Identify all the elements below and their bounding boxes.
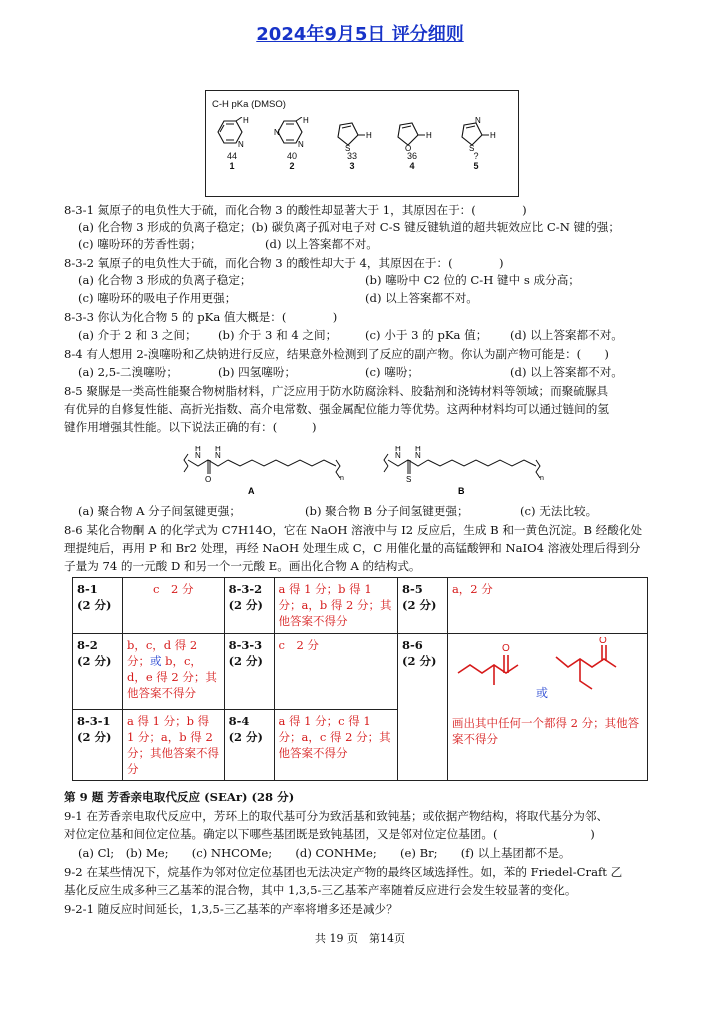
table-cell: 8-2 (2 分)	[73, 634, 123, 710]
question-8-3-3: 8-3-3 你认为化合物 5 的 pKa 值大概是：( )	[64, 310, 338, 324]
svg-text:n: n	[340, 475, 344, 482]
q85-option-b: (b) 聚合物 B 分子间氢键更强；	[305, 504, 469, 518]
question-9-2-line2: 基化反应生成多种三乙基苯的混合物，其中 1,3,5-三乙基苯产率随着反应进行会发生较显著的变化。	[64, 883, 577, 897]
question-8-6-line3: 子量为 74 的一元酸 D 和另一个一元酸 E。画出化合物 A 的结构式。	[64, 559, 421, 573]
q833-option-b: (b) 介于 3 和 4 之间；	[218, 328, 338, 342]
pka-heading: C-H pKa (DMSO)	[212, 99, 286, 110]
svg-text:O: O	[405, 144, 412, 151]
svg-text:O: O	[598, 637, 607, 646]
polymer-structures	[180, 446, 560, 498]
svg-text:B: B	[458, 486, 465, 496]
svg-text:N: N	[395, 451, 401, 460]
pka-value: 40	[286, 151, 297, 161]
pyridine-structure	[212, 117, 252, 151]
q84-option-c: (c) 噻吩；	[365, 365, 420, 379]
svg-text:N: N	[298, 140, 304, 149]
polymer-a	[184, 446, 344, 496]
svg-text:N: N	[415, 451, 421, 460]
furan-structure	[392, 117, 432, 151]
question-9-1-line1: 9-1 在芳香亲电取代反应中，芳环上的取代基可分为致活基和致钝基；或依据产物结构，将取代基分为邻、	[64, 809, 609, 823]
q84-option-a: (a) 2,5-二溴噻吩；	[78, 365, 178, 379]
q832-option-b: (b) 噻吩中 C2 位的 C-H 键中 s 成分高；	[365, 273, 580, 287]
ketone-structures	[452, 637, 642, 709]
polymer-b	[384, 446, 544, 496]
svg-text:N: N	[238, 140, 244, 149]
table-row	[73, 578, 648, 634]
question-8-4: 8-4 有人想用 2-溴噻吩和乙炔钠进行反应，结果意外检测到了反应的副产物。你认为副产物可能是：( )	[64, 347, 609, 361]
answer-8-3-3: c 2 分	[274, 634, 397, 710]
section-9-heading: 第 9 题 芳香亲电取代反应 (SEAr) (28 分)	[64, 790, 295, 804]
compound-5	[456, 117, 496, 171]
svg-text:H: H	[426, 131, 432, 140]
pyrimidine-structure	[272, 117, 312, 151]
svg-text:A: A	[248, 486, 255, 496]
q832-option-a: (a) 化合物 3 形成的负离子稳定；	[78, 273, 252, 287]
compound-1	[212, 117, 252, 171]
question-8-5-line1: 8-5 聚脲是一类高性能聚合物树脂材料，广泛应用于防水防腐涂料、胶黏剂和浇铸材料等领域；而聚硫脲具	[64, 384, 609, 398]
score-table	[72, 577, 648, 781]
q833-option-a: (a) 介于 2 和 3 之间；	[78, 328, 197, 342]
q832-option-c: (c) 噻吩环的吸电子作用更强；	[78, 291, 237, 305]
compound-number: 1	[229, 161, 235, 171]
page-footer: 共 19 页 第14页	[315, 932, 405, 945]
answer-8-2: b，c，d 得 2 分；或 b，c，d，e 得 2 分；其他答案不得分	[122, 634, 224, 710]
svg-text:N: N	[195, 451, 201, 460]
svg-text:O: O	[501, 643, 510, 654]
question-8-3-2: 8-3-2 氧原子的电负性大于硫，而化合物 3 的酸性却大于 4，其原因在于：( )	[64, 256, 504, 270]
pka-value: 36	[406, 151, 417, 161]
pka-value: 44	[226, 151, 237, 161]
compound-4	[392, 117, 432, 171]
svg-text:N: N	[215, 451, 221, 460]
ketone-structure-2	[556, 637, 616, 689]
q84-option-b: (b) 四氢噻吩；	[218, 365, 297, 379]
compound-2	[272, 117, 312, 171]
q831-option-c: (c) 噻吩环的芳香性弱；	[78, 237, 202, 251]
ketone-structure-1	[458, 643, 518, 685]
svg-text:H: H	[415, 446, 421, 453]
table-cell: 8-1 (2 分)	[73, 578, 123, 634]
svg-text:N: N	[475, 117, 481, 125]
page-title: 2024年9月5日 评分细则	[256, 24, 464, 45]
answer-8-6-text: 画出其中任何一个都得 2 分；其他答案不得分	[451, 716, 640, 746]
svg-text:H: H	[215, 446, 221, 453]
compound-number: 3	[349, 161, 355, 171]
q832-option-d: (d) 以上答案都不对。	[365, 291, 478, 305]
answer-8-3-1: a 得 1 分；b 得 1 分；a，b 得 2 分；其他答案不得分	[122, 710, 224, 781]
table-cell: 8-3-1 (2 分)	[73, 710, 123, 781]
answer-8-3-2: a 得 1 分；b 得 1 分；a，b 得 2 分；其他答案不得分	[274, 578, 397, 634]
or-label: 或	[535, 686, 548, 700]
answer-8-4: a 得 1 分；c 得 1 分；a，c 得 2 分；其他答案不得分	[274, 710, 397, 781]
q85-option-c: (c) 无法比较。	[520, 504, 598, 518]
thiazole-structure	[456, 117, 496, 151]
table-cell: 8-3-3 (2 分)	[224, 634, 274, 710]
question-8-5-line3: 键作用增强其性能。以下说法正确的有：( )	[64, 420, 317, 434]
svg-text:S: S	[345, 144, 351, 151]
pka-value: ?	[473, 151, 479, 161]
compound-3	[332, 117, 372, 171]
svg-text:N: N	[274, 128, 280, 137]
compound-number: 4	[409, 161, 415, 171]
question-8-6-line1: 8-6 某化合物酮 A 的化学式为 C7H14O，它在 NaOH 溶液中与 I2 反应后，生成 B 和一黄色沉淀。B 经酸化处	[64, 523, 643, 537]
table-cell: 8-6 (2 分)	[398, 634, 448, 781]
q91-options: (a) Cl; (b) Me; (c) NHCOMe; (d) CONHMe; (e) Br; (f) 以上基团都不是。	[78, 846, 571, 860]
answer-8-1: c 2 分	[122, 578, 224, 634]
svg-text:H: H	[490, 131, 496, 140]
svg-text:H: H	[303, 117, 309, 125]
q833-option-c: (c) 小于 3 的 pKa 值；	[365, 328, 488, 342]
answer-8-6	[447, 634, 647, 781]
svg-text:n: n	[540, 475, 544, 482]
table-cell: 8-5 (2 分)	[398, 578, 448, 634]
svg-text:S: S	[469, 144, 475, 151]
table-cell: 8-4 (2 分)	[224, 710, 274, 781]
table-cell: 8-3-2 (2 分)	[224, 578, 274, 634]
svg-text:H: H	[195, 446, 201, 453]
svg-text:S: S	[406, 475, 412, 484]
q85-option-a: (a) 聚合物 A 分子间氢键更强；	[78, 504, 241, 518]
compound-number: 2	[289, 161, 295, 171]
q831-option-d: (d) 以上答案都不对。	[265, 237, 378, 251]
q833-option-d: (d) 以上答案都不对。	[510, 328, 623, 342]
question-9-1-line2: 对位定位基和间位定位基。确定以下哪些基团既是致钝基团，又是邻对位定位基团。( )	[64, 827, 595, 841]
question-8-3-1: 8-3-1 氮原子的电负性大于硫，而化合物 3 的酸性却显著大于 1，其原因在于：( )	[64, 203, 527, 217]
q84-option-d: (d) 以上答案都不对。	[510, 365, 623, 379]
svg-text:H: H	[395, 446, 401, 453]
answer-8-5: a，2 分	[447, 578, 647, 634]
pka-figure	[205, 90, 519, 197]
question-9-2-1: 9-2-1 随反应时间延长，1,3,5-三乙基苯的产率将增多还是减少？	[64, 902, 398, 916]
question-9-2-line1: 9-2 在某些情况下，烷基作为邻对位定位基团也无法决定产物的最终区域选择性。如，苯的 Friedel-Craft 乙	[64, 865, 623, 879]
question-8-6-line2: 理提纯后，再用 P 和 Br2 处理，再经 NaOH 处理生成 C，C 用催化量的高锰酸钾和 NaIO4 溶液处理后得到分	[64, 541, 641, 555]
svg-text:O: O	[205, 475, 212, 484]
svg-text:H: H	[243, 117, 249, 125]
table-row	[73, 634, 648, 710]
q831-option-ab: (a) 化合物 3 形成的负离子稳定；(b) 碳负离子孤对电子对 C-S 键反键轨道的超共轭效应比 C-N 键的强；	[78, 220, 620, 234]
compound-number: 5	[473, 161, 479, 171]
svg-text:H: H	[366, 131, 372, 140]
pka-value: 33	[346, 151, 357, 161]
question-8-5-line2: 有优异的自修复性能、高折光指数、高介电常数、强金属配位能力等优势。这两种材料均可以通过链间的氢	[64, 402, 609, 416]
thiophene-structure	[332, 117, 372, 151]
